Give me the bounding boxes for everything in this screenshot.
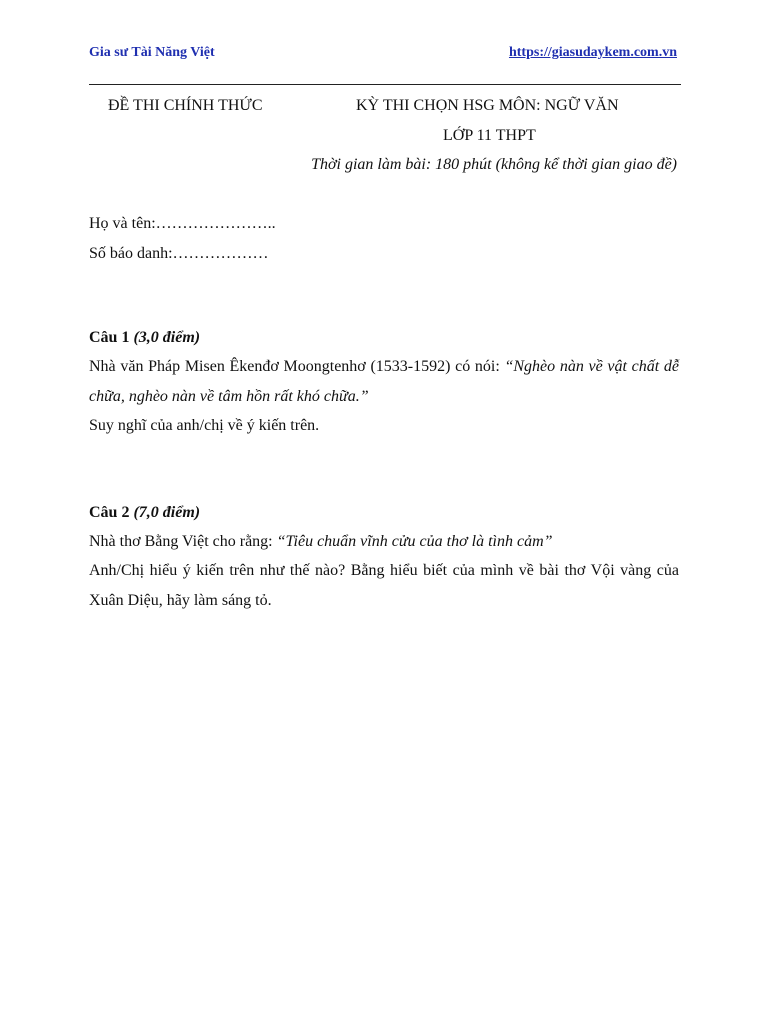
question-1-quote: “Nghèo nàn về vật chất dễ chữa, nghèo nàn về tâm hồn rất khó chữa.” (89, 358, 679, 405)
exam-title: KỲ THI CHỌN HSG MÔN: NGỮ VĂN (356, 97, 619, 114)
candidate-id-field: Số báo danh:……………… (89, 245, 269, 262)
exam-grade: LỚP 11 THPT (443, 127, 536, 144)
question-1-points: (3,0 điểm) (133, 329, 201, 346)
header-url-link[interactable]: https://giasudaykem.com.vn (508, 45, 677, 60)
question-2-points: (7,0 điểm) (133, 504, 201, 521)
question-2-quote: “Tiêu chuẩn vĩnh cửu của thơ là tình cảm” (276, 533, 553, 550)
question-2-label: Câu 2 (89, 504, 130, 521)
question-1-text: Nhà văn Pháp Misen Êkenđơ Moongtenhơ (1533-1592) có nói: (89, 358, 505, 375)
question-1-heading (89, 328, 200, 348)
exam-time-note: Thời gian làm bài: 180 phút (không kể thời gian giao đề) (311, 156, 677, 173)
question-2-body (89, 532, 553, 552)
question-2-prompt: Anh/Chị hiểu ý kiến trên như thế nào? Bằng hiểu biết của mình về bài thơ Vội vàng của Xuân Diệu, hãy làm sáng tỏ. (89, 562, 679, 609)
question-2-heading (89, 503, 200, 523)
exam-official-label: ĐỀ THI CHÍNH THỨC (108, 97, 263, 114)
question-1-body (89, 352, 679, 411)
header-divider (89, 84, 681, 85)
header-brand: Gia sư Tài Năng Việt (89, 45, 215, 60)
candidate-name-field: Họ và tên:………………….. (89, 215, 276, 232)
question-2-text: Nhà thơ Bằng Việt cho rằng: (89, 533, 277, 550)
question-1-prompt: Suy nghĩ của anh/chị về ý kiến trên. (89, 417, 320, 434)
question-1-label: Câu 1 (89, 329, 130, 346)
